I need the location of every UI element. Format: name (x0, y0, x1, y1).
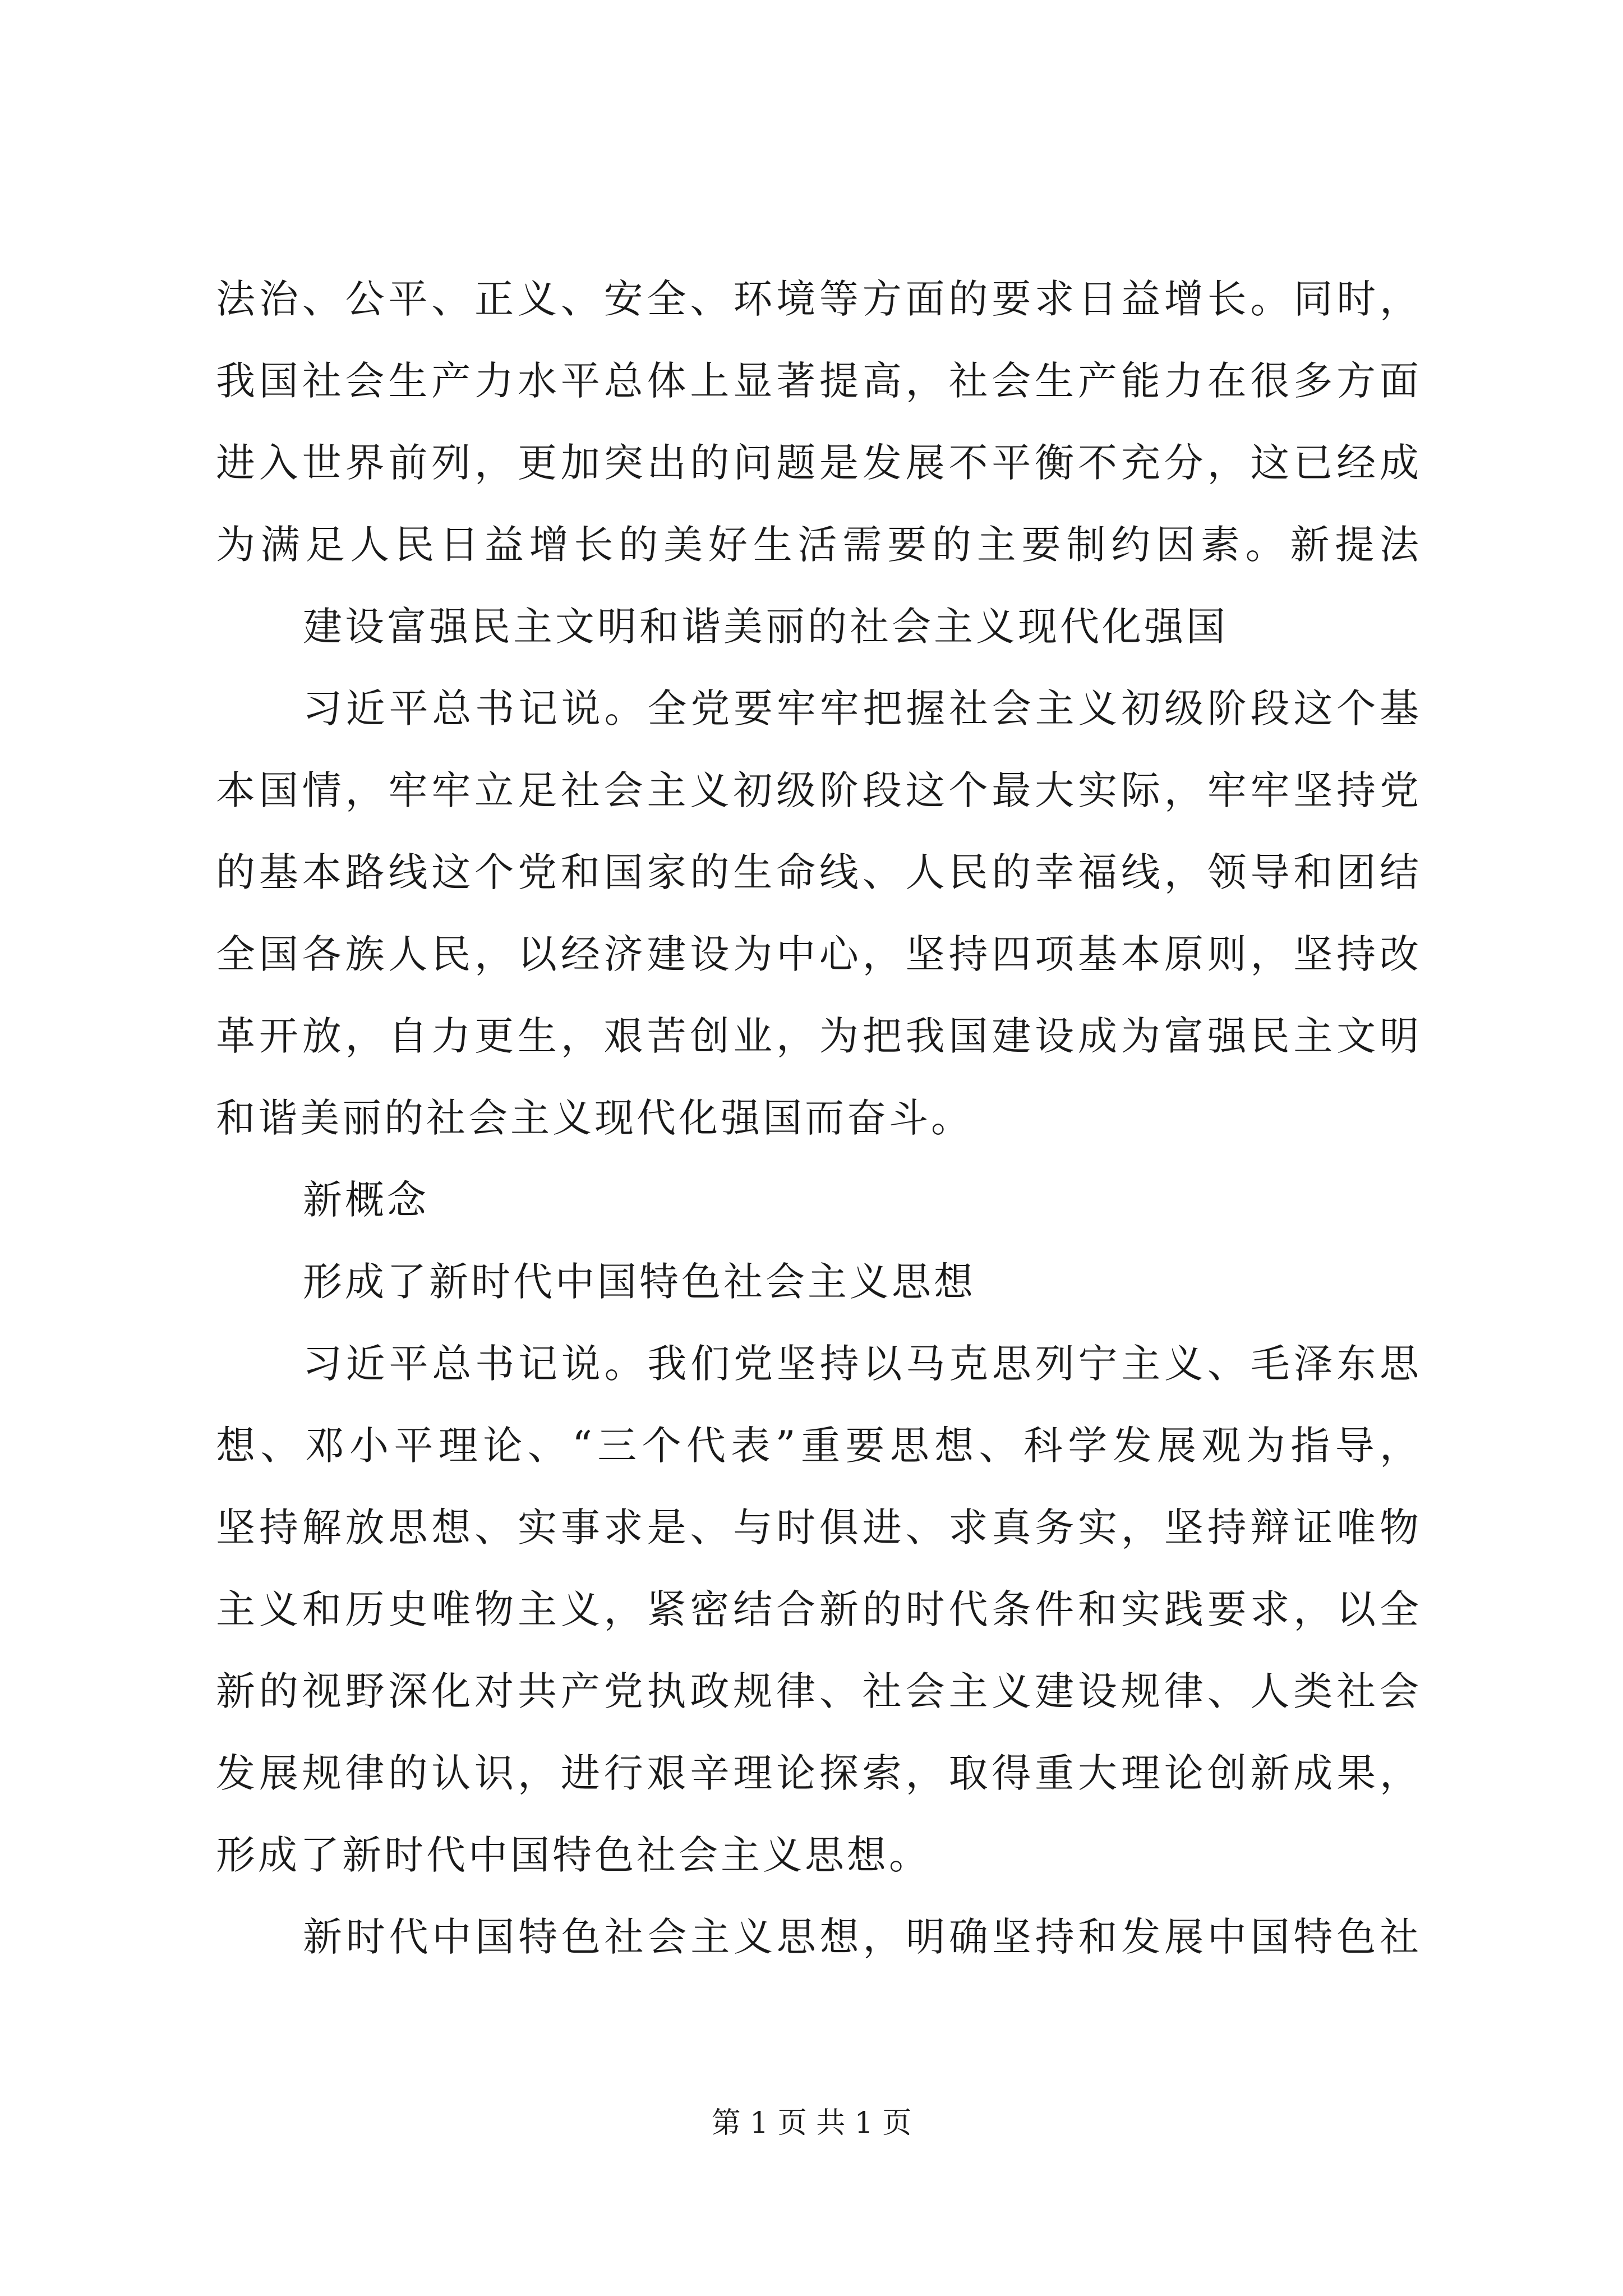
document-body (216, 258, 1422, 1978)
text-line: 形成了新时代中国特色社会主义思想。 (216, 1832, 931, 1878)
text-line: 法治、公平、正义、安全、环境等方面的要求日益增长。同时， (216, 276, 1422, 322)
section-heading: 新概念 (303, 1177, 429, 1223)
text-line: 发展规律的认识，进行艰辛理论探索，取得重大理论创新成果， (216, 1750, 1422, 1796)
section-heading: 形成了新时代中国特色社会主义思想 (303, 1259, 976, 1305)
text-line: 新的视野深化对共产党执政规律、社会主义建设规律、人类社会 (216, 1668, 1422, 1714)
text-line: 坚持解放思想、实事求是、与时俱进、求真务实，坚持辩证唯物 (216, 1504, 1422, 1550)
text-line: 主义和历史唯物主义，紧密结合新的时代条件和实践要求，以全 (216, 1586, 1422, 1632)
text-line: 为满足人民日益增长的美好生活需要的主要制约因素。新提法 (216, 522, 1422, 568)
text-line: 新时代中国特色社会主义思想，明确坚持和发展中国特色社 (303, 1914, 1422, 1960)
text-line: 和谐美丽的社会主义现代化强国而奋斗。 (216, 1095, 973, 1141)
text-line: 习近平总书记说。我们党坚持以马克思列宁主义、毛泽东思 (303, 1341, 1422, 1387)
text-line: 习近平总书记说。全党要牢牢把握社会主义初级阶段这个基 (303, 685, 1422, 731)
section-heading: 建设富强民主文明和谐美丽的社会主义现代化强国 (303, 604, 1228, 650)
text-line: 本国情，牢牢立足社会主义初级阶段这个最大实际，牢牢坚持党 (216, 767, 1422, 813)
text-line: 想、邓小平理论、“三个代表”重要思想、科学发展观为指导， (216, 1423, 1422, 1469)
text-line: 我国社会生产力水平总体上显著提高，社会生产能力在很多方面 (216, 358, 1422, 404)
text-line: 全国各族人民，以经济建设为中心，坚持四项基本原则，坚持改 (216, 931, 1422, 977)
text-line: 的基本路线这个党和国家的生命线、人民的幸福线，领导和团结 (216, 849, 1422, 895)
page-number-label: 第 1 页 共 1 页 (711, 2106, 912, 2140)
text-line: 革开放，自力更生，艰苦创业，为把我国建设成为富强民主文明 (216, 1013, 1422, 1059)
text-line: 进入世界前列，更加突出的问题是发展不平衡不充分，这已经成 (216, 440, 1422, 486)
page-footer (0, 2101, 1623, 2146)
